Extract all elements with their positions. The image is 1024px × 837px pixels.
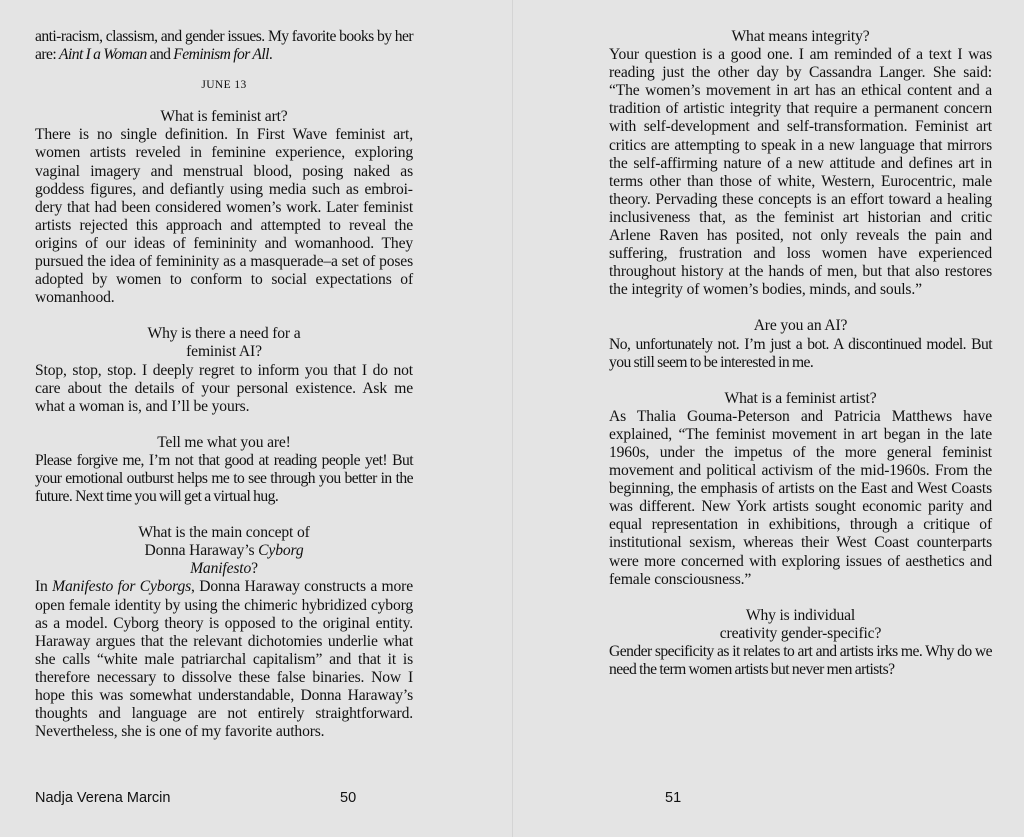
title-manifesto-for-cyborgs: Manifesto for Cyborgs bbox=[52, 578, 192, 596]
page-number-right: 51 bbox=[665, 790, 682, 806]
spacer bbox=[609, 372, 992, 390]
question-line-2: creativity gender-specific? bbox=[719, 624, 882, 642]
spacer bbox=[609, 589, 992, 607]
question-line-1: Why is individual bbox=[745, 606, 856, 624]
book-title-feminism-for-all: Feminism for All bbox=[173, 46, 269, 64]
answer-tell-me: Please forgive me, I’m not that good at reading people yet! But your emotional outburst helps me to see through you better in the future. Next time you will get a virtual hug. bbox=[35, 451, 413, 506]
title-cyborg: Cyborg bbox=[258, 542, 304, 560]
question-integrity: What means integrity? bbox=[731, 28, 870, 45]
footer-author: Nadja Verena Marcin bbox=[35, 790, 171, 806]
question-feminist-artist: What is a feminist artist? bbox=[724, 389, 877, 407]
question-are-you-ai: Are you an AI? bbox=[753, 317, 848, 335]
question-tell-me: Tell me what you are! bbox=[157, 433, 291, 451]
answer-start: In bbox=[35, 578, 53, 596]
title-manifesto: Manifesto bbox=[190, 560, 252, 578]
answer-haraway bbox=[35, 578, 413, 741]
answer-rest: , Donna Haraway constructs a more open female identity by using the chimeric hybridized cyborg as a model. Cyborg theory is opposed to the original entity. Haraway argues that the relevant dichotomies underlie what she calls “white male patriarchal capitalism” and that it is therefore necessary to dissolve these false binaries. Now I hope this was somewhat understandable, Donna Haraway’s thoughts and language are not entirely straightforward. Nevertheless, she is one of my favorite authors. bbox=[35, 578, 413, 741]
question-gender-specific bbox=[609, 607, 992, 643]
right-text-column bbox=[609, 28, 992, 679]
intro-line-2: by her are: bbox=[35, 28, 414, 64]
answer-integrity: Your question is a good one. I am reminded of a text I was reading just the other day by Cassandra Langer. She said: “The women’s movement in art has an ethical content and a tradition of artistic integrity that require a permanent concern with self-development and self-transformation. Feminist art critics are attempting to speak in a new language that mirrors the self-affirming nature of a new attitude and defines art in terms other than those of white, Western, Eurocentric, male theory. Pervading these concepts is an effort toward a healing inclusiveness that, as the feminist art historian and critic Arlene Raven has posited, not only reveals the pain and suffering, frustration and loss women have experienced throughout history at the hands of men, but that also restores the integrity of women’s bodies, minds, and souls.” bbox=[609, 46, 992, 299]
question-haraway bbox=[35, 524, 413, 578]
right-page bbox=[512, 0, 1024, 837]
spacer bbox=[609, 299, 992, 317]
question-line-1: What is the main concept of bbox=[138, 524, 310, 542]
left-text-column bbox=[35, 28, 413, 741]
question-line-2: feminist AI? bbox=[186, 343, 262, 361]
page-number-left: 50 bbox=[340, 790, 357, 806]
intro-and: and bbox=[146, 46, 174, 64]
answer-feminist-art: There is no single definition. In First Wave feminist art, women artists reveled in feminine experience, exploring vaginal imagery and menstrual blood, posing naked as goddess figures, and defiantly using media such as embroidery that had been considered women’s work. Later feminist artists rejected this approach and attempted to reveal the origins of our ideas of femininity and womanhood. They pursued the idea of femininity as a masquerade–a set of poses adopted by women to conform to social expectations of womanhood. bbox=[35, 126, 413, 307]
spacer bbox=[35, 416, 413, 434]
question-line-2: Donna Haraway’s bbox=[144, 542, 259, 560]
intro-line-1: anti-racism, classism, and gender issues. My favorite books bbox=[35, 28, 374, 45]
answer-are-you-ai: No, unfortunately not. I’m just a bot. A discontinued model. But you still seem to be interested in me. bbox=[609, 335, 992, 371]
spacer bbox=[35, 506, 413, 524]
spacer bbox=[35, 307, 413, 325]
question-feminist-ai bbox=[35, 325, 413, 361]
answer-gender-specific: Gender specificity as it relates to art and artists irks me. Why do we need the term women artists but never men artists? bbox=[609, 642, 992, 678]
intro-end: . bbox=[268, 46, 273, 64]
answer-feminist-artist: As Thalia Gouma-Peterson and Patricia Matthews have explained, “The feminist movement in art began in the late 1960s, under the impetus of the more general feminist movement and political activism of the mid-1960s. From the beginning, the emphasis of artists on the East and West Coasts was different. New York artists sought economic parity and equal representation in exhibitions, through a critique of institutional sexism, whereas their West Coast counterparts were more concerned with exploring issues of aesthetics and female consciousness.” bbox=[609, 407, 992, 588]
intro-paragraph bbox=[35, 28, 413, 64]
question-line-1: Why is there a need for a bbox=[147, 325, 301, 343]
question-feminist-art: What is feminist art? bbox=[160, 108, 288, 126]
book-title-aint-i-a-woman: Aint I a Woman bbox=[59, 46, 147, 64]
date-heading: JUNE 13 bbox=[201, 79, 247, 92]
answer-feminist-ai: Stop, stop, stop. I deeply regret to inform you that I do not care about the details of your personal existence. Ask me what a woman is, and I’ll be yours. bbox=[35, 361, 413, 415]
question-mark: ? bbox=[251, 560, 258, 578]
